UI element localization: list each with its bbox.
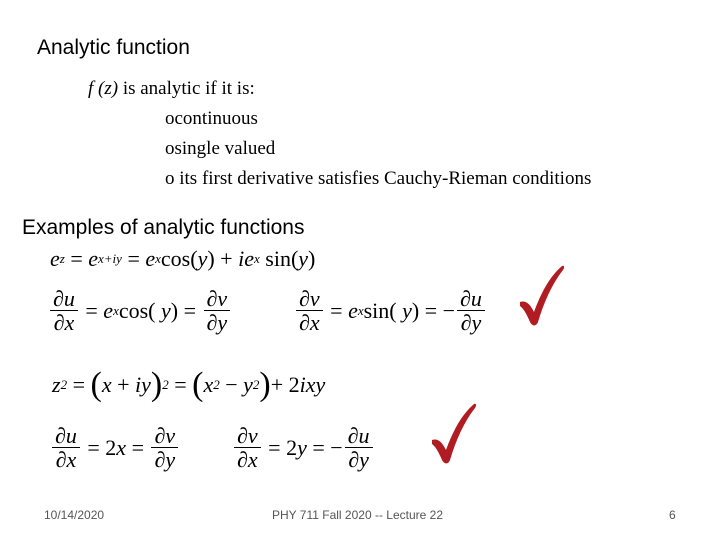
footer-course: PHY 711 Fall 2020 -- Lecture 22 <box>272 508 443 522</box>
equation-cr-exp-2: $\frac{\partial v}{\partial x}$ = e x sin( y ) = − $\frac{\partial u}{\partial y}$ <box>294 287 487 334</box>
footer-date: 10/14/2020 <box>44 508 105 522</box>
condition-label: single valued <box>174 138 276 159</box>
analytic-intro <box>88 78 255 100</box>
condition-item-single-valued <box>165 138 275 160</box>
examples-heading: Examples of analytic functions <box>22 216 305 239</box>
condition-label: its first derivative satisfies Cauchy-Rieman conditions <box>174 168 592 189</box>
condition-item-continuous <box>165 108 258 130</box>
condition-label: continuous <box>174 108 258 129</box>
slide-title: Analytic function <box>37 36 190 59</box>
equation-exp-expansion: e z = e x+iy = e x cos( y ) + ie x sin( y ) <box>50 246 316 271</box>
equation-cr-exp-1: $\frac{\partial u}{\partial x}$ = e x cos( y ) = $\frac{\partial v}{\partial y}$ <box>48 287 232 334</box>
checkmark-icon <box>518 262 566 328</box>
bullet-icon: o <box>165 138 175 159</box>
checkmark-icon <box>430 400 478 466</box>
footer-page-number: 6 <box>669 508 676 522</box>
bullet-icon: o <box>165 168 175 189</box>
equation-cr-z2-1: $\frac{\partial u}{\partial x}$ = 2 x = $\frac{\partial v}{\partial y}$ <box>50 424 180 471</box>
condition-item-derivative <box>165 168 591 190</box>
equation-cr-z2-2: $\frac{\partial v}{\partial x}$ = 2 y = − $\frac{\partial u}{\partial y}$ <box>232 424 375 471</box>
intro-text: is analytic if it is: <box>118 78 255 99</box>
equation-z-squared: z 2 = ( x + iy ) 2 = ( x 2 − y 2 ) + 2 ixy <box>52 366 326 403</box>
fz-symbol: f (z) <box>88 78 119 99</box>
bullet-icon: o <box>165 108 175 129</box>
